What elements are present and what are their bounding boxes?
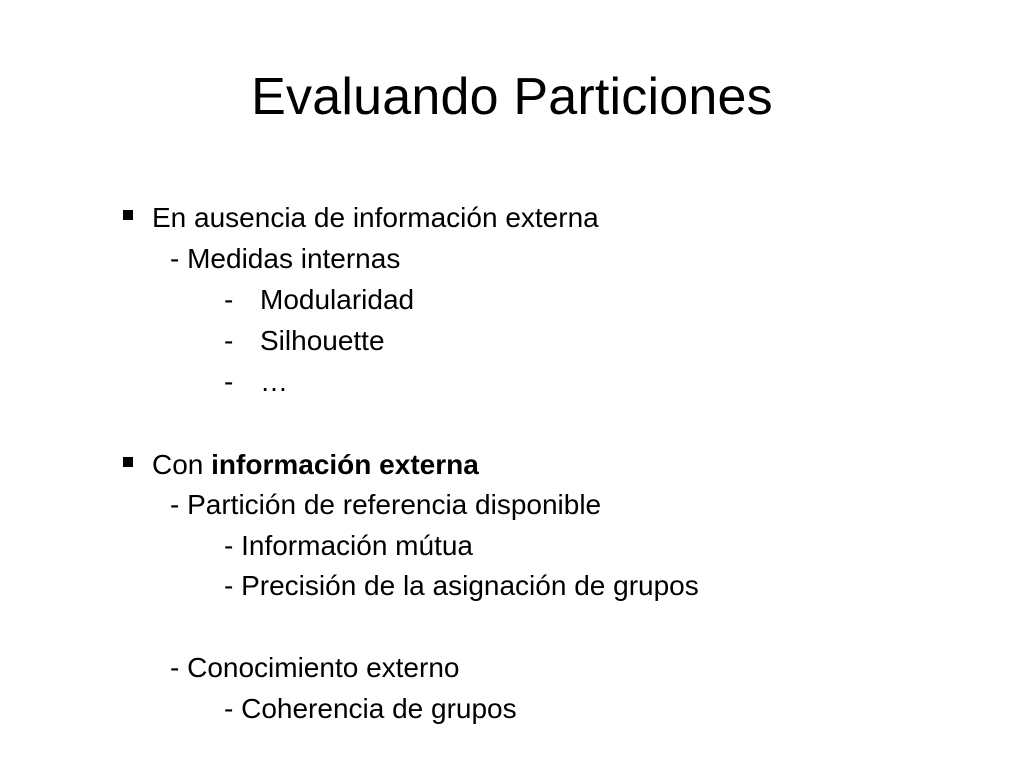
list-item: Modularidad: [260, 284, 415, 315]
square-bullet-icon: [123, 457, 133, 467]
list-item: - Precisión de la asignación de grupos: [224, 570, 699, 601]
list-item: …: [260, 366, 288, 397]
square-bullet-icon: [123, 210, 133, 220]
bullet-text: En ausencia de información externa: [152, 202, 599, 233]
bullet-text-bold: información externa: [211, 449, 479, 480]
sub-item: - Partición de referencia disponible: [170, 489, 602, 520]
bullet-text-plain: Con: [152, 449, 212, 480]
slide-title: Evaluando Particiones: [251, 68, 773, 126]
list-item: - Información mútua: [224, 530, 473, 561]
bullet-text: [152, 445, 479, 485]
dash-marker: -: [224, 284, 234, 315]
list-item: Silhouette: [260, 325, 385, 356]
sub-item: - Medidas internas: [170, 243, 401, 274]
sub-item: - Conocimiento externo: [170, 652, 460, 683]
list-item: - Coherencia de grupos: [224, 693, 517, 724]
dash-marker: -: [224, 366, 234, 397]
dash-marker: -: [224, 325, 234, 356]
